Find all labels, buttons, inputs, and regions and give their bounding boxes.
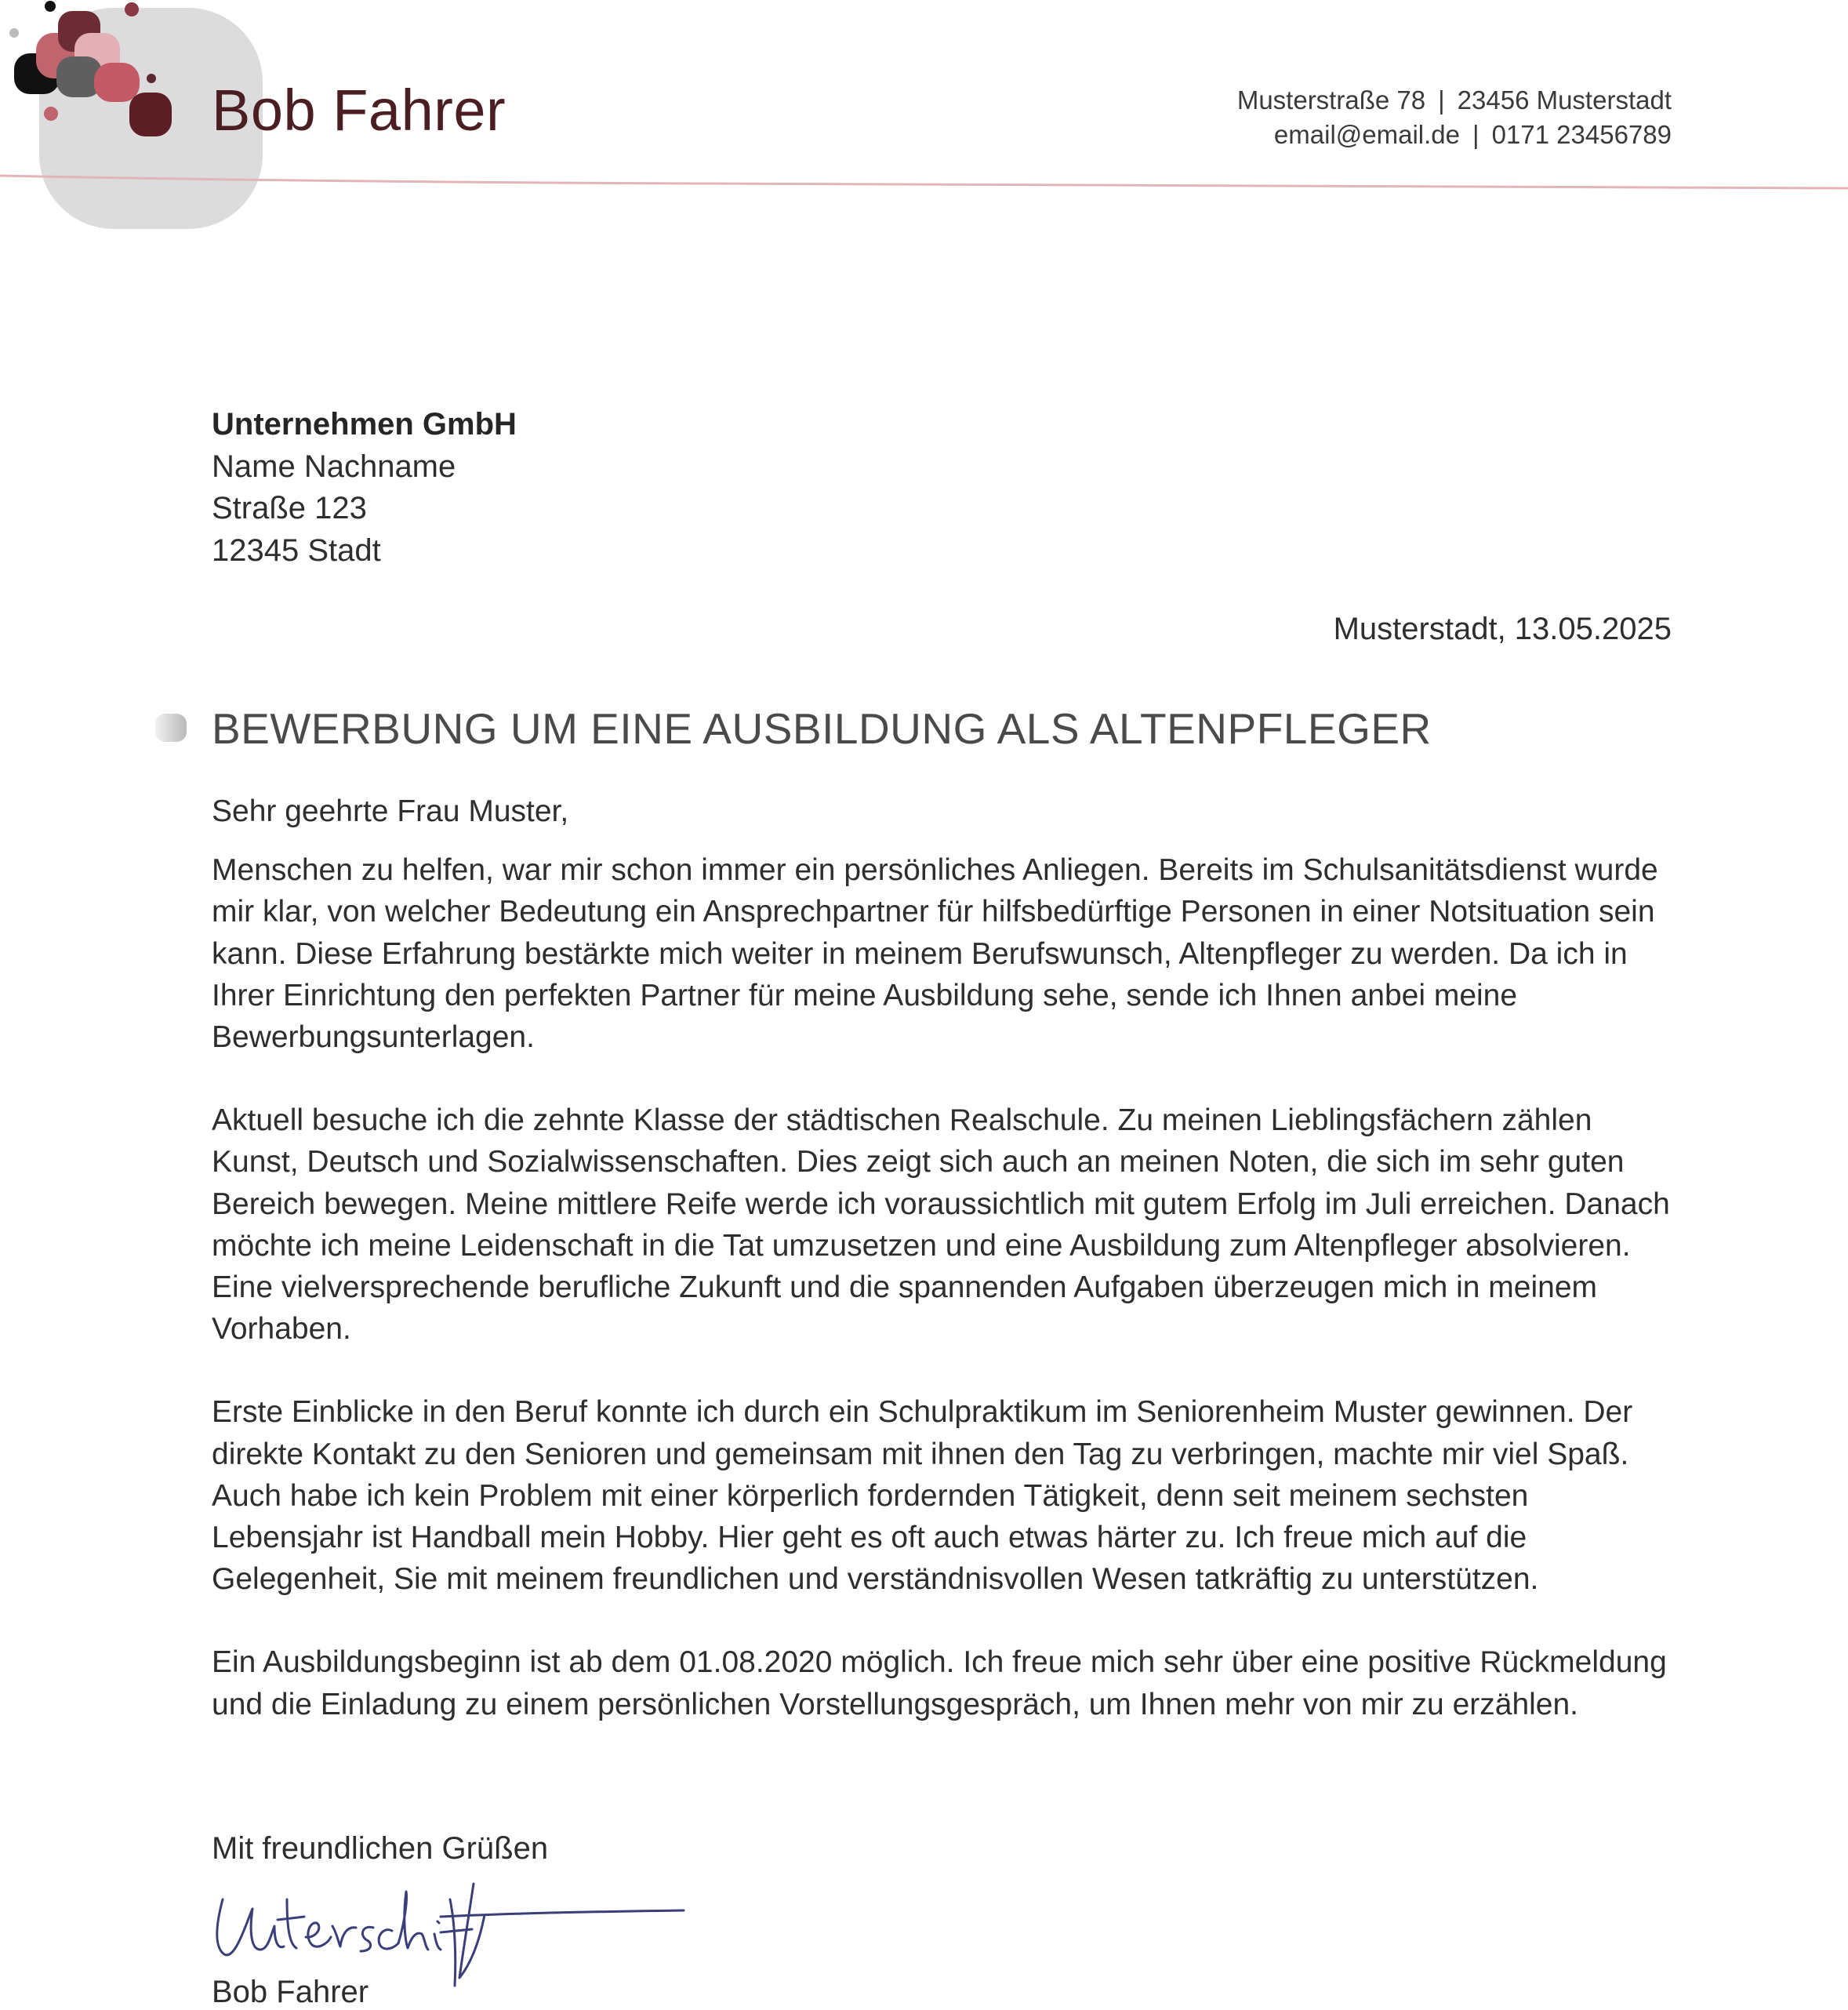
- header-divider: [0, 157, 1848, 204]
- sender-contact: [1237, 83, 1672, 152]
- contact-comm-line: [1237, 118, 1672, 152]
- contact-email: email@email.de: [1273, 120, 1461, 149]
- salutation: Sehr geehrte Frau Muster,: [212, 794, 569, 828]
- contact-city: 23456 Musterstadt: [1457, 85, 1672, 114]
- body-paragraph: Ein Ausbildungsbeginn ist ab dem 01.08.2020 möglich. Ich freue mich sehr über eine positive Rückmeldung und die Einladung zu einem persönlichen Vorstellungsgespräch, um Ihnen mehr von mir zu erzählen.: [212, 1645, 1667, 1721]
- body-paragraph: Erste Einblicke in den Beruf konnte ich durch ein Schulpraktikum im Seniorenheim Muster gewinnen. Der direkte Kontakt zu den Senioren und gemeinsam mit ihnen den Tag zu verbringen, machte mir viel Spaß. Auch habe ich kein Problem mit einer körperlich fordernden Tätigkeit, denn seit meinem sechsten Lebensjahr ist Handball mein Hobby. Hier geht es oft auch etwas härter zu. Ich freue mich auf die Gelegenheit, Sie mit meinem freundlichen und verständnisvollen Wesen tatkräftig zu unterstützen.: [212, 1395, 1633, 1597]
- contact-phone: 0171 23456789: [1491, 120, 1672, 149]
- signer-name: Bob Fahrer: [212, 1975, 369, 2009]
- closing: Mit freundlichen Grüßen: [212, 1831, 549, 1866]
- body-paragraph: Menschen zu helfen, war mir schon immer ein persönliches Anliegen. Bereits im Schulsanitätsdienst wurde mir klar, von welcher Bedeutung ein Ansprechpartner für hilfsbedürftige Personen in einer Notsituation sein kann. Diese Erfahrung bestärkte mich weiter in meinem Berufswunsch, Altenpfleger zu werden. Da ich in Ihrer Einrichtung den perfekten Partner für meine Ausbildung sehe, sende ich Ihnen anbei meine Bewerbungsunterlagen.: [212, 853, 1658, 1055]
- recipient-address: [212, 404, 517, 572]
- subject-bullet-icon: [154, 712, 188, 743]
- date-line: Musterstadt, 13.05.2025: [1333, 612, 1672, 646]
- body-paragraph: Aktuell besuche ich die zehnte Klasse der städtischen Realschule. Zu meinen Lieblingsfächern zählen Kunst, Deutsch und Sozialwissenschaften. Dies zeigt sich auch an meinen Noten, die sich im sehr guten Bereich bewegen. Meine mittlere Reife werde ich voraussichtlich mit gutem Erfolg im Juli erreichen. Danach möchte ich meine Leidenschaft in die Tat umzusetzen und eine Ausbildung zum Altenpfleger absolvieren. Eine vielversprechende berufliche Zukunft und die spannenden Aufgaben überzeugen mich in meinem Vorhaben.: [212, 1103, 1670, 1347]
- contact-separator: |: [1472, 120, 1479, 149]
- recipient-street: Straße 123: [212, 491, 367, 525]
- subject-heading: BEWERBUNG UM EINE AUSBILDUNG ALS ALTENPFLEGER: [212, 704, 1432, 753]
- contact-address-line: [1237, 83, 1672, 118]
- letter-body: [212, 791, 1678, 1767]
- contact-separator: |: [1438, 85, 1445, 114]
- recipient-city: 12345 Stadt: [212, 532, 381, 568]
- recipient-person: Name Nachname: [212, 449, 456, 484]
- signature-text: Unterschrift: [221, 1946, 226, 1947]
- recipient-company: Unternehmen GmbH: [212, 407, 517, 442]
- sender-name: Bob Fahrer: [212, 78, 506, 143]
- contact-street: Musterstraße 78: [1236, 85, 1426, 114]
